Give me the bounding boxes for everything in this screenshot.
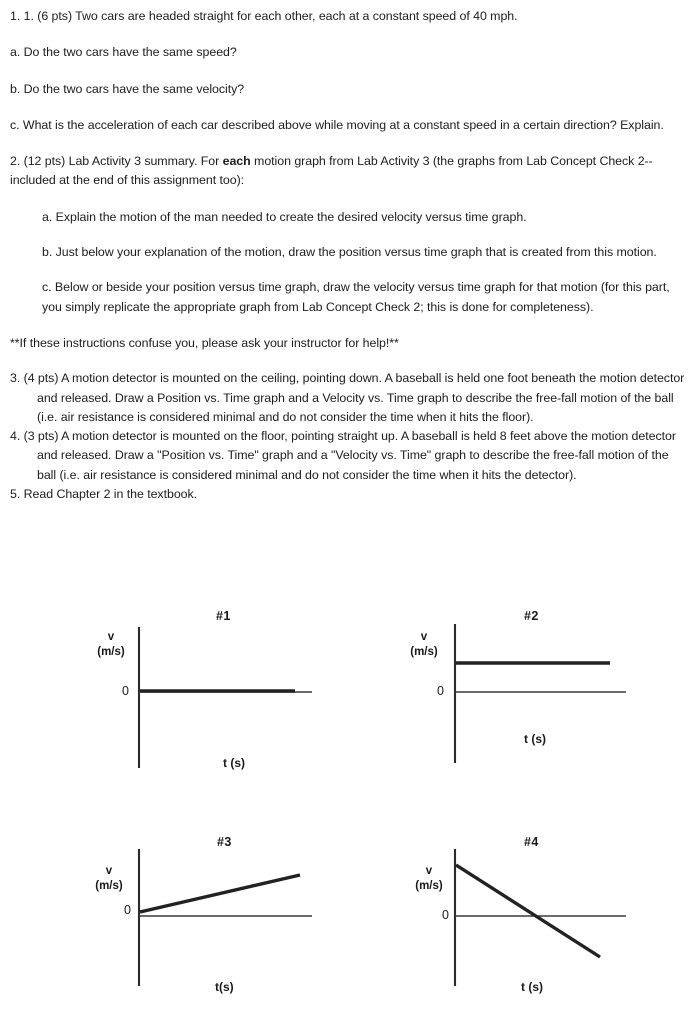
question-1c: c. What is the acceleration of each car described above while moving at a constant speed in a certain direction? Explain. bbox=[10, 117, 664, 132]
graph-3-y-symbol: v bbox=[105, 865, 113, 877]
graph-2-y-symbol: v bbox=[420, 631, 428, 643]
graph-3-x-axis-label: t(s) bbox=[215, 980, 234, 994]
question-2a: a. Explain the motion of the man needed to create the desired velocity versus time graph. bbox=[42, 209, 527, 224]
graph-3-plot bbox=[60, 820, 360, 1020]
question-2-seg-each: each bbox=[222, 154, 251, 169]
graph-2-origin-label: 0 bbox=[437, 684, 444, 698]
question-4: 4. (3 pts) A motion detector is mounted on the floor, pointing straight up. A baseball is held 8 feet above the motion detector and released. Draw a "Position vs. Time" graph and a "Velocity vs. Time" graph to describe the free-fall motion of the ball (i.e. air resistance is considered minimal and do not consider the time when it hits the detector). bbox=[10, 429, 676, 482]
graph-1-x-axis-label: t (s) bbox=[223, 756, 245, 770]
graph-3-origin-label: 0 bbox=[124, 903, 131, 917]
question-2-seg-2: motion graph from Lab Activity 3 (the graphs from Lab Concept Check 2--included at the end of this assignment too): bbox=[10, 154, 653, 188]
graph-1-title: #1 bbox=[216, 609, 231, 623]
question-1a: a. Do the two cars have the same speed? bbox=[10, 45, 237, 60]
question-5: 5. Read Chapter 2 in the textbook. bbox=[10, 487, 198, 502]
graph-3 bbox=[60, 820, 360, 1020]
question-3: 3. (4 pts) A motion detector is mounted on the ceiling, pointing down. A baseball is held one foot beneath the motion detector and released. Draw a Position vs. Time graph and a Velocity vs. Time graph to describe the free-fall motion of the ball (i.e. air resistance is considered minimal and do not consider the time when it hits the floor). bbox=[10, 371, 685, 424]
graph-2-title: #2 bbox=[524, 609, 539, 623]
question-list bbox=[10, 7, 688, 504]
graph-4-x-axis-label: t (s) bbox=[521, 980, 543, 994]
question-1: 1. 1. (6 pts) Two cars are headed straight for each other, each at a constant speed of 40 mph. bbox=[10, 9, 518, 23]
graph-3-title: #3 bbox=[217, 835, 232, 849]
graph-4-title: #4 bbox=[524, 835, 539, 849]
instructor-help-note: **If these instructions confuse you, please ask your instructor for help!** bbox=[10, 335, 399, 350]
question-2c: c. Below or beside your position versus time graph, draw the velocity versus time graph for that motion (for this part, you simply replicate the appropriate graph from Lab Concept Check 2; this is done for completeness). bbox=[42, 280, 670, 314]
graph-4 bbox=[390, 820, 690, 1020]
graph-2 bbox=[380, 590, 680, 790]
question-1b: b. Do the two cars have the same velocity? bbox=[10, 81, 245, 96]
graph-1-origin-label: 0 bbox=[122, 684, 129, 698]
graph-2-plot bbox=[380, 590, 680, 790]
graph-1-y-symbol: v bbox=[107, 631, 115, 643]
graph-4-plot bbox=[390, 820, 690, 1020]
question-2-seg-0: 2. (12 pts) Lab Activity 3 summary. For bbox=[10, 154, 223, 169]
graph-figure-group bbox=[0, 590, 698, 1024]
graph-4-origin-label: 0 bbox=[442, 908, 449, 922]
graph-1 bbox=[60, 590, 350, 790]
graph-3-y-unit: (m/s) bbox=[95, 880, 123, 892]
question-2b: b. Just below your explanation of the motion, draw the position versus time graph that is created from this motion. bbox=[42, 245, 657, 260]
graph-2-y-unit: (m/s) bbox=[410, 646, 438, 658]
graph-4-y-unit: (m/s) bbox=[415, 880, 443, 892]
graph-4-data-line bbox=[456, 865, 600, 957]
graph-3-data-line bbox=[140, 875, 300, 912]
question-2 bbox=[10, 152, 688, 191]
graph-1-plot bbox=[60, 590, 350, 790]
graph-4-y-symbol: v bbox=[425, 865, 433, 877]
graph-2-x-axis-label: t (s) bbox=[524, 732, 546, 746]
graph-1-y-unit: (m/s) bbox=[97, 646, 125, 658]
